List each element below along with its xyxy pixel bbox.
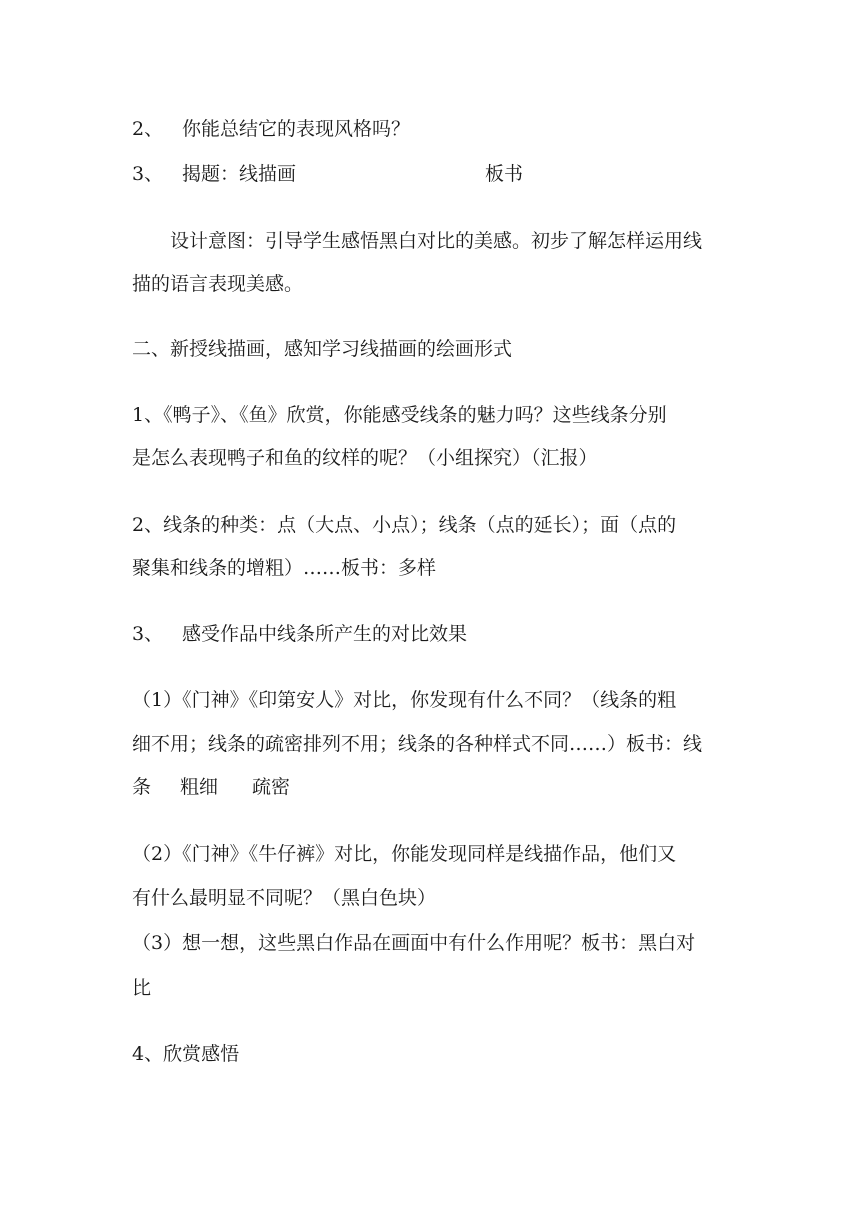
question-1-line-2: 细不用；线条的疏密排列不用；线条的各种样式不同……）板书：线 <box>132 733 703 755</box>
item-3-number: 3、 <box>132 163 164 185</box>
question-3-line-2: 比 <box>132 977 152 999</box>
design-intent-line-2: 描的语言表现美感。 <box>132 273 304 295</box>
design-intent-line-1: 设计意图：引导学生感悟黑白对比的美感。初步了解怎样运用线 <box>170 230 703 252</box>
item-2-text: 你能总结它的表现风格吗？ <box>182 118 411 140</box>
item-3-board: 板书 <box>485 163 524 185</box>
paragraph-1-line-1: 1、《鸭子》、《鱼》欣赏，你能感受线条的魅力吗？这些线条分别 <box>132 404 667 426</box>
item-2 <box>132 117 410 141</box>
section-2-title: 二、新授线描画，感知学习线描画的绘画形式 <box>132 338 513 360</box>
paragraph-3-text: 感受作品中线条所产生的对比效果 <box>182 623 468 645</box>
question-1-board-c: 疏密 <box>252 776 291 798</box>
paragraph-2-line-2: 聚集和线条的增粗）……板书：多样 <box>132 557 437 579</box>
paragraph-3 <box>132 622 467 646</box>
question-2-line-2: 有什么最明显不同呢？（黑白色块） <box>132 887 437 909</box>
question-3-line-1: （3）想一想，这些黑白作品在画面中有什么作用呢？板书：黑白对 <box>132 932 696 954</box>
item-3 <box>132 162 524 186</box>
paragraph-1-line-2: 是怎么表现鸭子和鱼的纹样的呢？（小组探究）（汇报） <box>132 447 598 469</box>
paragraph-3-number: 3、 <box>132 623 164 645</box>
item-3-text: 揭题：线描画 <box>182 163 297 185</box>
item-2-number: 2、 <box>132 118 164 140</box>
question-1-line-1: （1）《门神》《印第安人》对比，你发现有什么不同？（线条的粗 <box>132 689 677 711</box>
paragraph-4: 4、欣赏感悟 <box>132 1043 240 1065</box>
question-1-board-b: 粗细 <box>180 776 219 798</box>
question-1-line-3 <box>132 775 291 799</box>
question-2-line-1: （2）《门神》《牛仔裤》对比，你能发现同样是线描作品，他们又 <box>132 843 677 865</box>
question-1-board-a: 条 <box>132 776 152 798</box>
paragraph-2-line-1: 2、线条的种类：点（大点、小点）；线条（点的延长）；面（点的 <box>132 514 677 536</box>
